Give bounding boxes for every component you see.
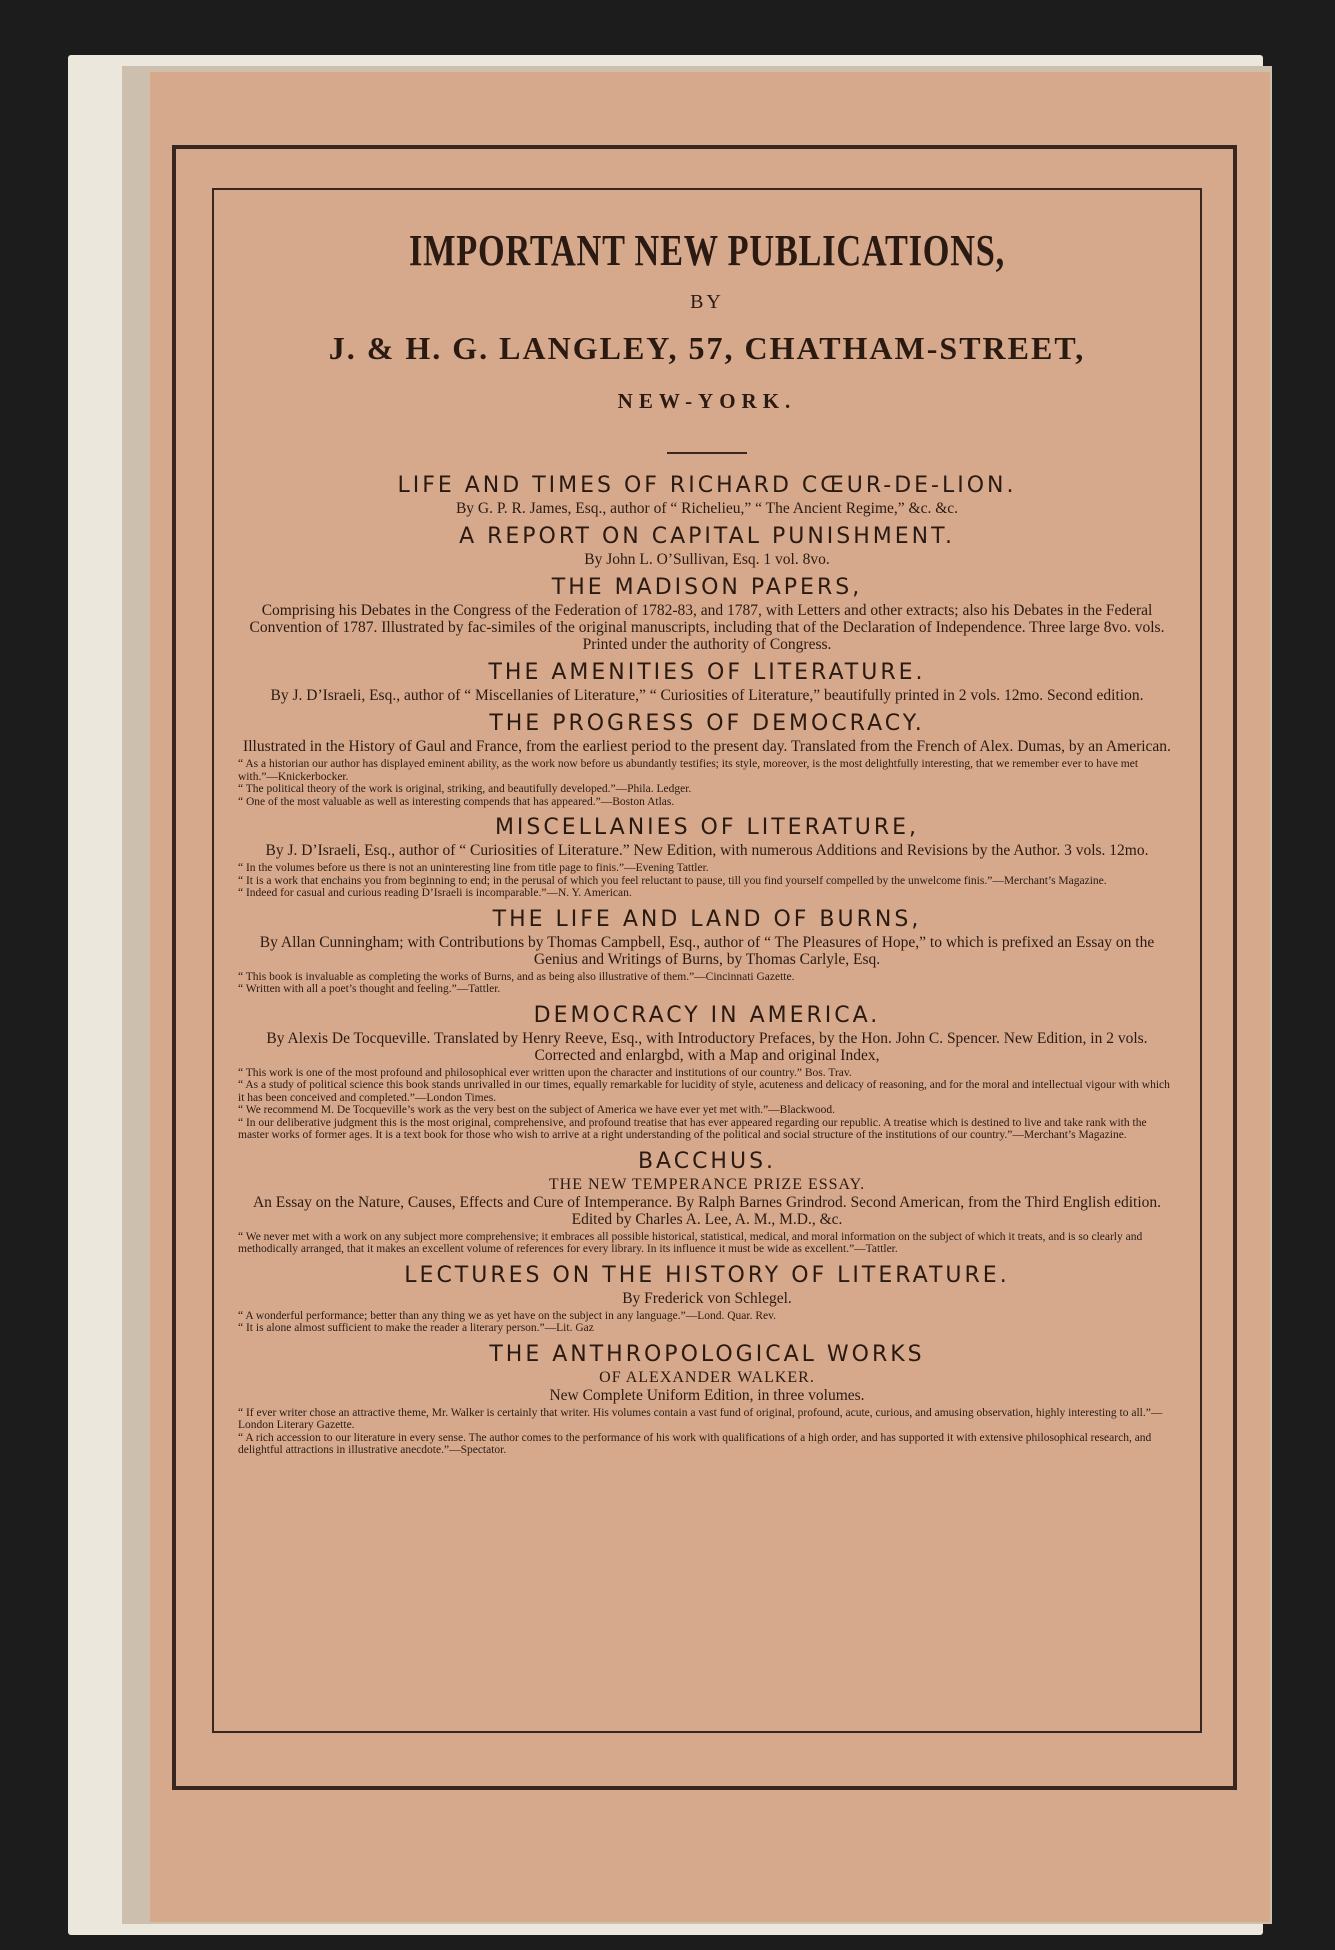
publication-title: THE LIFE AND LAND OF BURNS, — [492, 906, 922, 932]
publication-entry — [236, 1341, 1178, 1457]
by-line: BY — [690, 291, 724, 313]
publication-title: THE PROGRESS OF DEMOCRACY. — [489, 711, 925, 736]
publication-description: An Essay on the Nature, Causes, Effects and Cure of Intemperance. By Ralph Barnes Grindrod. Second American, from the Third English edition. Edited by Charles A. Lee, A. M., M.D., &c. — [252, 1193, 1162, 1228]
review-quotes — [236, 1231, 1178, 1256]
publication-title: BACCHUS. — [637, 1148, 777, 1174]
review-quote: “ Written with all a poet’s thought and feeling.”—Tattler. — [238, 983, 501, 995]
publication-description: By G. P. R. James, Esq., author of “ Richelieu,” “ The Ancient Regime,” &c. &c. — [455, 500, 959, 517]
publication-subtitle: THE NEW TEMPERANCE PRIZE ESSAY. — [548, 1175, 866, 1193]
publication-title: THE MADISON PAPERS, — [551, 575, 863, 600]
publication-title: THE AMENITIES OF LITERATURE. — [488, 660, 926, 685]
page-title: IMPORTANT NEW PUBLICATIONS, — [408, 226, 1006, 275]
publication-entry — [236, 574, 1178, 653]
publication-title: MISCELLANIES OF LITERATURE, — [494, 815, 920, 840]
publication-entry — [236, 906, 1178, 996]
publication-description: By John L. O’Sullivan, Esq. 1 vol. 8vo. — [584, 551, 830, 568]
review-quotes — [236, 971, 1178, 996]
review-quote: “ This book is invaluable as completing the works of Burns, and as being also illustrative of them.”—Cincinnati Gazette. — [238, 970, 795, 983]
review-quote: “ If ever writer chose an attractive theme, Mr. Walker is certainly that writer. His volumes contain a vast fund of original, profound, acute, curious, and amusing observation, highly interesting to all.”—London Literary Gazette. — [238, 1406, 1163, 1431]
publisher-city: NEW-YORK. — [617, 389, 797, 413]
review-quotes — [236, 862, 1178, 900]
publication-entry — [236, 814, 1178, 900]
publisher-name: J. & H. G. LANGLEY, 57, CHATHAM-STREET, — [328, 330, 1086, 366]
page-content — [236, 205, 1178, 1715]
publication-subtitle: OF ALEXANDER WALKER. — [599, 1368, 815, 1386]
publication-entry — [236, 523, 1178, 568]
review-quote: “ A rich accession to our literature in every sense. The author comes to the performance of his work with qualifications of a high order, and has supported it with extensive philosophical research, and delightful attractions in illustrative anecdote.”—Spectator. — [238, 1431, 1152, 1456]
publication-description: Illustrated in the History of Gaul and France, from the earliest period to the present day. Translated from the French of Alex. Dumas, by an American. — [243, 738, 1171, 755]
review-quotes — [236, 1407, 1178, 1457]
review-quote: “ The political theory of the work is original, striking, and beautifully developed.”—Phila. Ledger. — [238, 783, 692, 795]
review-quote: “ One of the most valuable as well as interesting compends that has appeared.”—Boston Atlas. — [238, 795, 675, 808]
review-quote: “ It is a work that enchains you from beginning to end; in the perusal of which you feel reluctant to pause, till you find yourself compelled by the unwelcome finis.”—Merchant’s Magazine. — [238, 874, 1107, 887]
publication-entry — [236, 1002, 1178, 1142]
review-quote: “ In our deliberative judgment this is the most original, comprehensive, and profound treatise that has ever appeared regarding our republic. A treatise which is destined to live and take rank with the master works of former ages. It is a text book for those who wish to arrive at a right understanding of the political and social structure of the institutions of our country.”—Merchant’s Magazine. — [238, 1116, 1147, 1141]
review-quote: “ This work is one of the most profound and philosophical ever written upon the character and institutions of our country.” Bos. Trav. — [238, 1066, 852, 1079]
publication-description: By Allan Cunningham; with Contributions by Thomas Campbell, Esq., author of “ The Pleasures of Hope,” to which is prefixed an Essay on the Genius and Writings of Burns, by Thomas Carlyle, Esq. — [259, 933, 1155, 968]
publication-description: By J. D’Israeli, Esq., author of “ Curiosities of Literature.” New Edition, with numerous Additions and Revisions by the Author. 3 vols. 12mo. — [265, 842, 1149, 859]
publication-title: LIFE AND TIMES OF RICHARD CŒUR-DE-LION. — [397, 473, 1017, 498]
publication-title: A REPORT ON CAPITAL PUNISHMENT. — [459, 524, 955, 549]
publication-description: New Complete Uniform Edition, in three volumes. — [549, 1386, 865, 1404]
publication-entry — [236, 710, 1178, 808]
review-quote: “ As a study of political science this book stands unrivalled in our times, equally remarkable for lucidity of style, acuteness and delicacy of reasoning, and for the moral and intellectual vigour with which it has been conceived and completed.”—London Times. — [238, 1079, 1170, 1104]
review-quote: “ We recommend M. De Tocqueville’s work as the very best on the subject of America we have ever yet met with.”—Blackwood. — [238, 1104, 835, 1116]
publication-entry — [236, 472, 1178, 517]
publication-title: THE ANTHROPOLOGICAL WORKS — [489, 1341, 925, 1367]
review-quote: “ We never met with a work on any subject more comprehensive; it embraces all possible historical, statistical, medical, and moral information on the subject of which it treats, and is so clearly and methodically arranged, that it makes an excellent volume of references for every library. In its influence it must be wide as excellent.”—Tattler. — [238, 1230, 1143, 1255]
publication-list — [236, 472, 1178, 1457]
publication-description: By Frederick von Schlegel. — [622, 1289, 792, 1307]
publication-title: DEMOCRACY IN AMERICA. — [533, 1002, 881, 1028]
divider — [667, 452, 747, 454]
publication-description: By J. D’Israeli, Esq., author of “ Miscellanies of Literature,” “ Curiosities of Literature,” beautifully printed in 2 vols. 12mo. Second edition. — [270, 687, 1144, 704]
review-quotes — [236, 1067, 1178, 1142]
review-quote: “ Indeed for casual and curious reading D’Israeli is incomparable.”—N. Y. American. — [238, 887, 632, 899]
review-quote: “ As a historian our author has displayed eminent ability, as the work now before us abundantly testifies; its style, moreover, is the most delightfully interesting, that we remember ever to have met with.”—Knickerbocker. — [238, 758, 1139, 783]
review-quotes — [236, 1310, 1178, 1335]
publication-description: Comprising his Debates in the Congress of the Federation of 1782-83, and 1787, with Letters and other extracts; also his Debates in the Federal Convention of 1787. Illustrated by fac-similes of the original manuscripts, including that of the Declaration of Independence. Three large 8vo. vols. Printed under the authority of Congress. — [249, 602, 1165, 653]
review-quotes — [236, 758, 1178, 808]
publication-description: By Alexis De Tocqueville. Translated by Henry Reeve, Esq., with Introductory Prefaces, by the Hon. John C. Spencer. New Edition, in 2 vols. Corrected and enlargbd, with a Map and original Index, — [266, 1029, 1148, 1064]
publication-entry — [236, 1148, 1178, 1256]
publication-entry — [236, 1262, 1178, 1335]
review-quote: “ In the volumes before us there is not an uninteresting line from title page to finis.”—Evening Tattler. — [238, 862, 709, 874]
review-quote: “ A wonderful performance; better than any thing we as yet have on the subject in any language.”—Lond. Quar. Rev. — [238, 1309, 776, 1322]
publication-entry — [236, 659, 1178, 704]
review-quote: “ It is alone almost sufficient to make the reader a literary person.”—Lit. Gaz — [238, 1322, 594, 1334]
publication-title: LECTURES ON THE HISTORY OF LITERATURE. — [404, 1262, 1010, 1288]
